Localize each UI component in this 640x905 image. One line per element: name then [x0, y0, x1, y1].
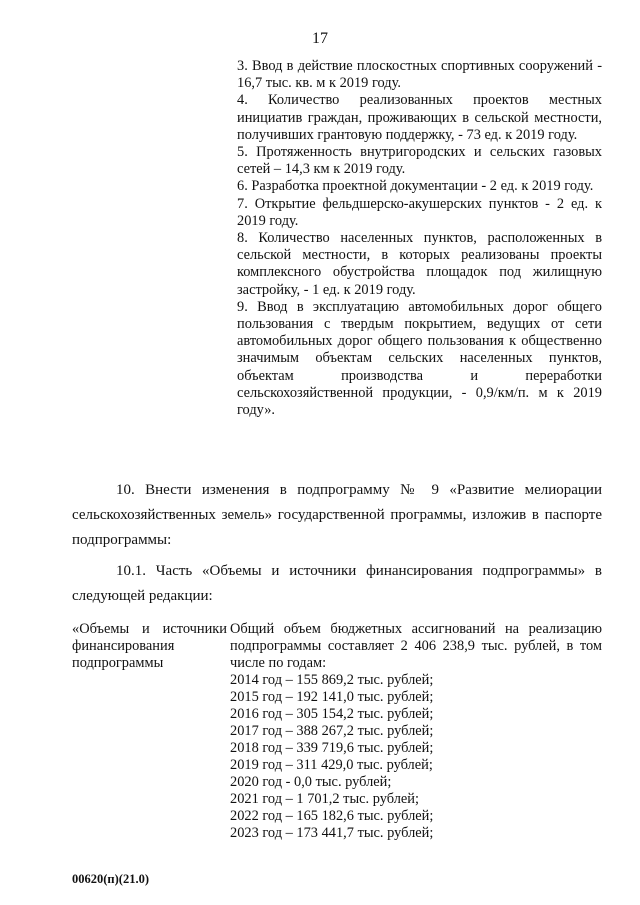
indicator-item: 4. Количество реализованных проектов местных инициатив граждан, проживающих в сельской местности, получивших грантовую поддержку, - 73 ед. к 2019 году.	[237, 92, 602, 143]
financing-year-item: 2021 год – 1 701,2 тыс. рублей;	[230, 791, 419, 807]
indicator-item: 6. Разработка проектной документации - 2 ед. к 2019 году.	[237, 178, 594, 195]
indicator-item: 7. Открытие фельдшерско-акушерских пунктов - 2 ед. к 2019 году.	[237, 195, 602, 229]
financing-year-item: 2023 год – 173 441,7 тыс. рублей;	[230, 825, 434, 841]
financing-year-item: 2015 год – 192 141,0 тыс. рублей;	[230, 689, 434, 705]
indicator-item: 9. Ввод в эксплуатацию автомобильных дорог общего пользования с твердым покрытием, ведущих от сети автомобильных дорог общего пользования к общественно значимым объектам сельских населенных пунктов, объектам производства и переработки сельскохозяйственной продукции, - 0,9/км/п. м к 2019 году».	[237, 298, 602, 419]
indicator-item: 8. Количество населенных пунктов, расположенных в сельской местности, в которых реализованы проекты комплексного обустройства площадок под жилищную застройку, - 1 ед. к 2019 году.	[237, 230, 602, 298]
financing-year-item: 2018 год – 339 719,6 тыс. рублей;	[230, 740, 434, 756]
financing-year-item: 2014 год – 155 869,2 тыс. рублей;	[230, 672, 434, 688]
passport-body	[230, 621, 602, 842]
financing-years-list	[230, 672, 602, 842]
financing-year-item: 2020 год - 0,0 тыс. рублей;	[230, 774, 392, 790]
indicator-item: 3. Ввод в действие плоскостных спортивных сооружений - 16,7 тыс. кв. м к 2019 году.	[237, 58, 602, 92]
financing-year-item: 2022 год – 165 182,6 тыс. рублей;	[230, 808, 434, 824]
indicator-item: 5. Протяженность внутригородских и сельских газовых сетей – 14,3 км к 2019 году.	[237, 144, 602, 178]
passport-label: «Объемы и источники финансирования подпрограммы	[72, 621, 227, 671]
paragraph-10-1: 10.1. Часть «Объемы и источники финансирования подпрограммы» в следующей редакции:	[72, 563, 602, 604]
paragraph-10: 10. Внести изменения в подпрограмму № 9 «Развитие мелиорации сельскохозяйственных земель» государственной программы, изложив в паспорте подпрограммы:	[72, 482, 602, 548]
financing-year-item: 2017 год – 388 267,2 тыс. рублей;	[230, 723, 434, 739]
indicator-list	[237, 58, 602, 419]
financing-year-item: 2016 год – 305 154,2 тыс. рублей;	[230, 706, 434, 722]
page-number: 17	[312, 30, 328, 47]
financing-year-item: 2019 год – 311 429,0 тыс. рублей;	[230, 757, 433, 773]
financing-total: Общий объем бюджетных ассигнований на реализацию подпрограммы составляет 2 406 238,9 тыс. рублей, в том числе по годам:	[230, 621, 602, 671]
document-code: 00620(п)(21.0)	[72, 872, 149, 886]
